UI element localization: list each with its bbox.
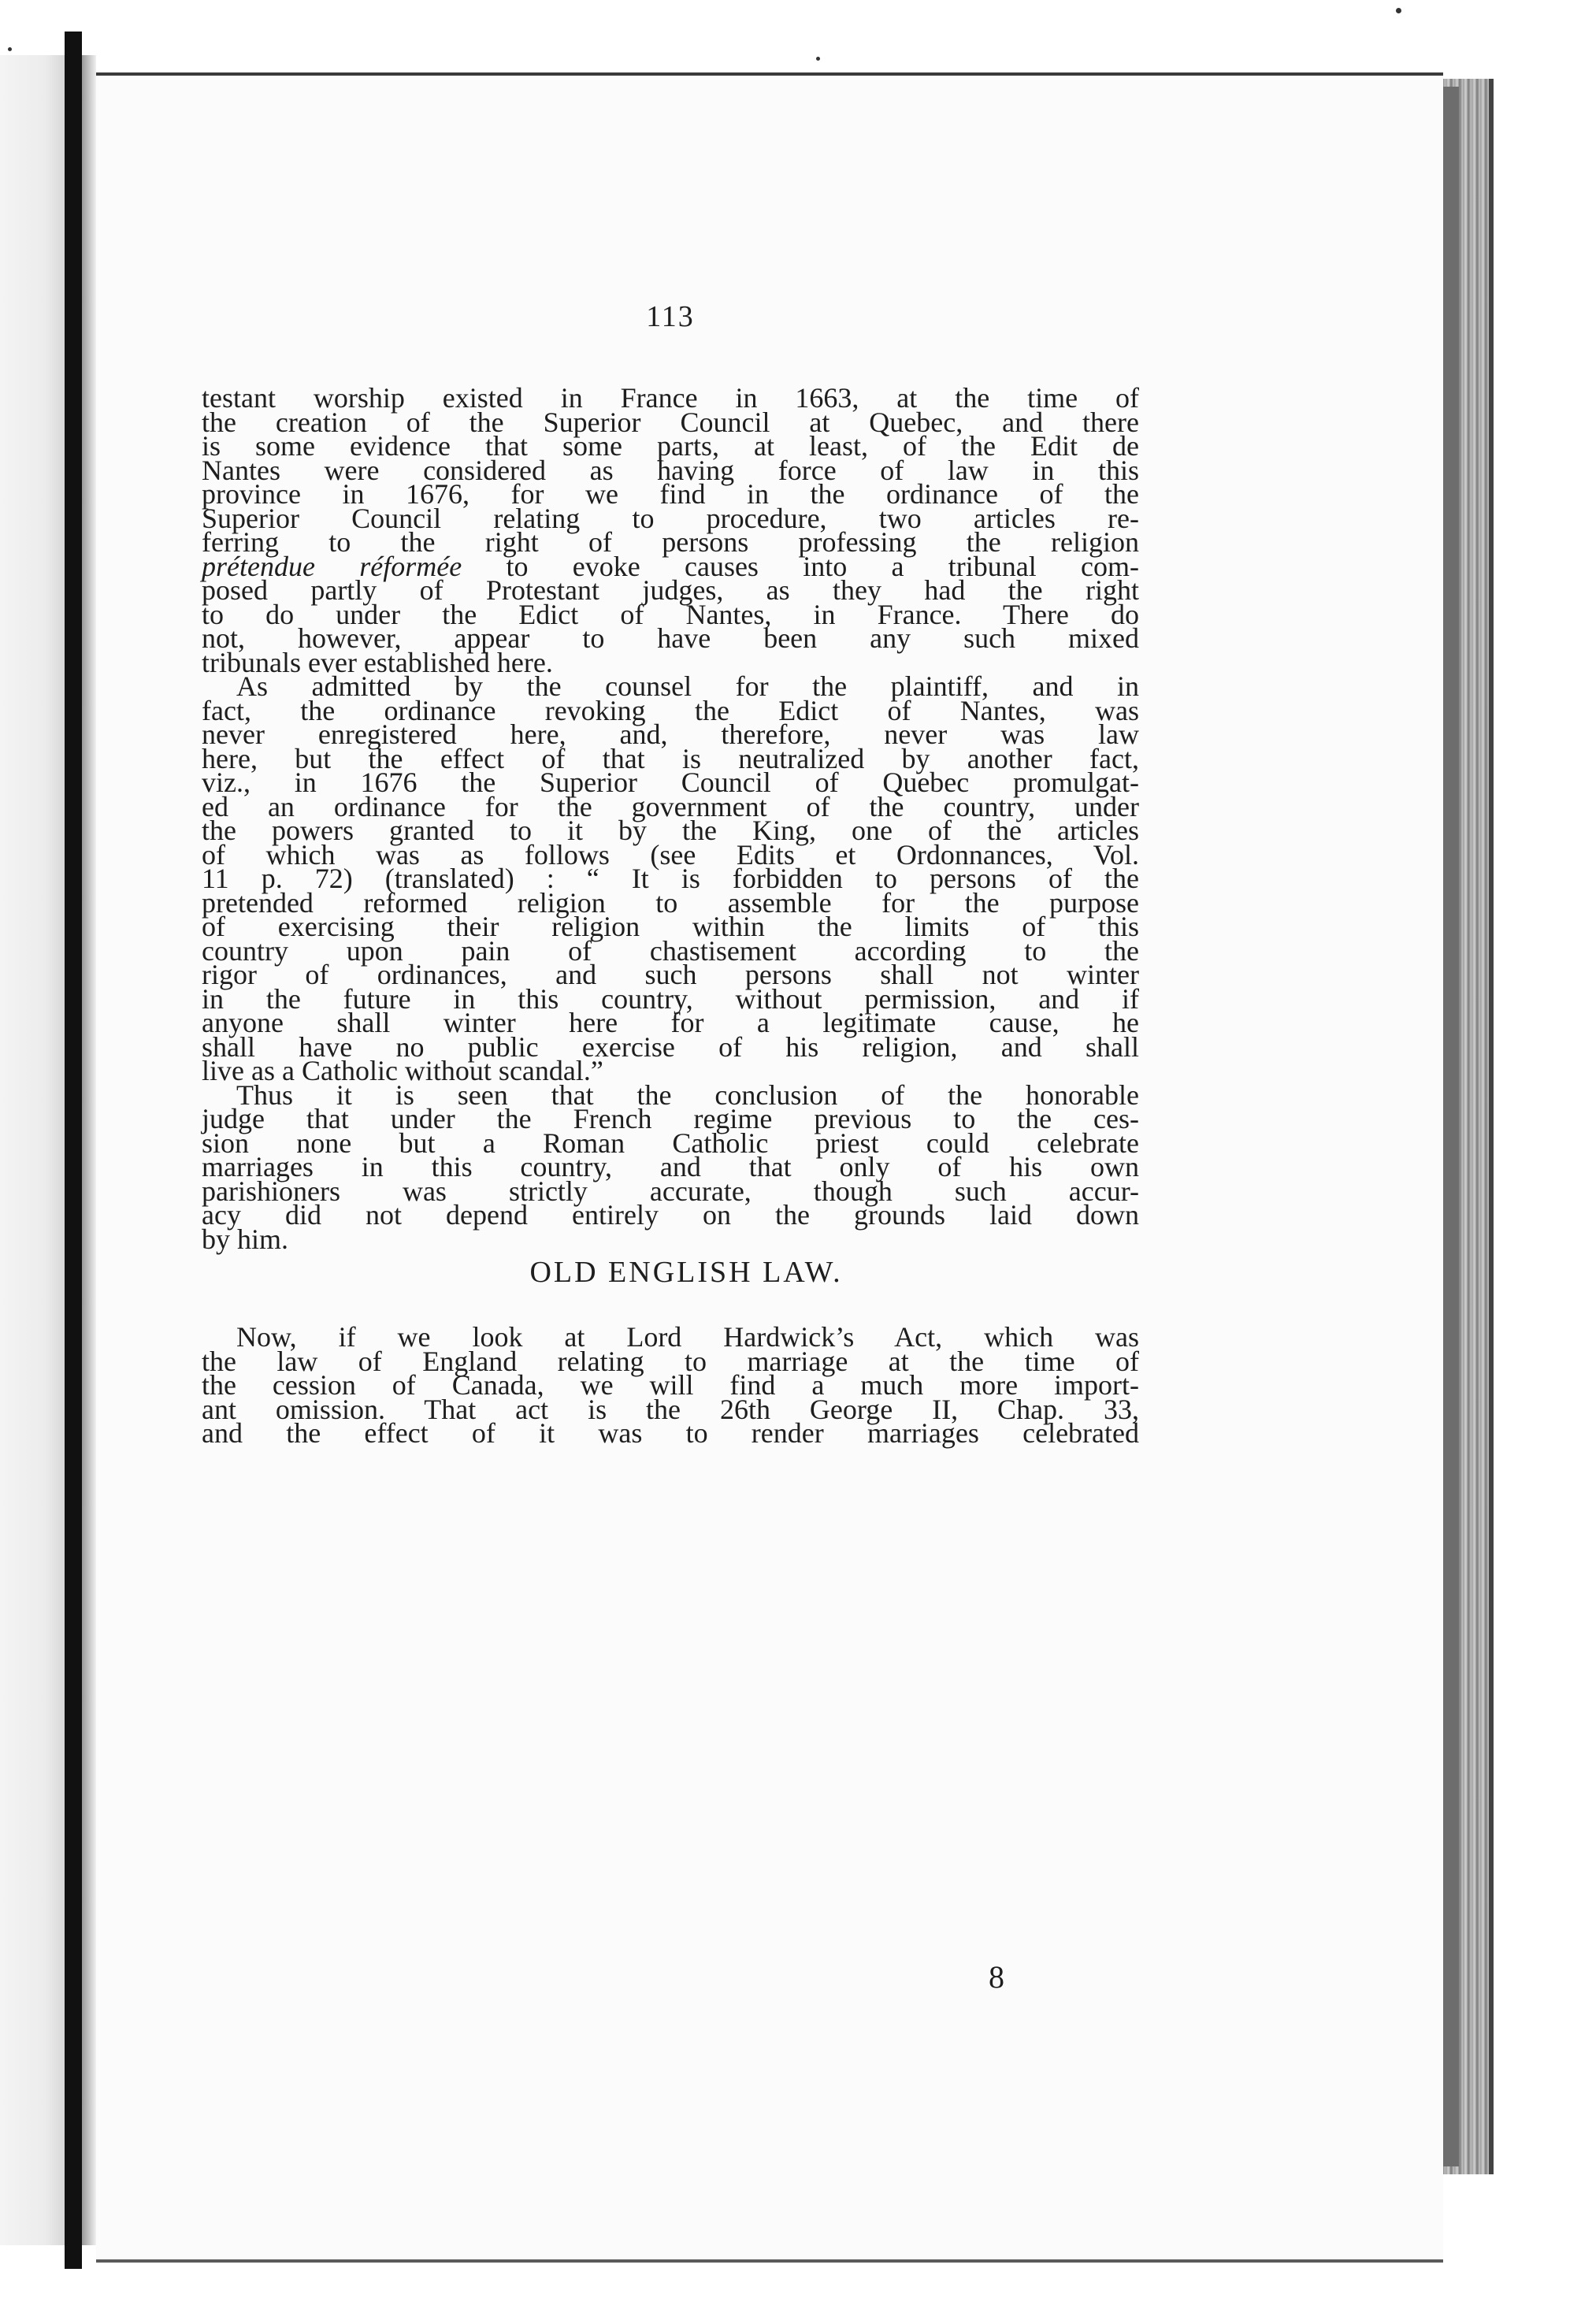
previous-page-edge bbox=[0, 55, 65, 2245]
text-line: Thus it is seen that the conclusion of the honorable bbox=[236, 1078, 1139, 1111]
text-line: the powers granted to it by the King, one of the articles bbox=[202, 815, 1139, 846]
paragraph-2 bbox=[202, 670, 1139, 1086]
text-line: ant omission. That act is the 26th George II, Chap. 33, bbox=[202, 1393, 1139, 1425]
book-spine bbox=[65, 32, 82, 2269]
text-line: province in 1676, for we find in the ordinance of the bbox=[202, 478, 1139, 510]
text-line: Now, if we look at Lord Hardwick’s Act, which was bbox=[236, 1321, 1139, 1353]
text-line: anyone shall winter here for a legitimate cause, he bbox=[202, 1007, 1139, 1038]
page-number: 113 bbox=[646, 300, 695, 333]
text-line: the law of England relating to marriage at the time of bbox=[202, 1345, 1139, 1377]
page-edge-shadow bbox=[1443, 87, 1459, 2166]
text-line: and the effect of it was to render marriages celebrated bbox=[202, 1417, 1139, 1449]
text-line: testant worship existed in France in 1663, at the time of bbox=[202, 382, 1139, 414]
text-line: of which was as follows (see Edits et Ordonnances, Vol. bbox=[202, 838, 1139, 871]
page-gutter bbox=[82, 55, 96, 2245]
text-line: As admitted by the counsel for the plaintiff, and in bbox=[236, 670, 1139, 702]
text-line: parishioners was strictly accurate, though such accur- bbox=[202, 1175, 1139, 1207]
text-line: in the future in this country, without permission, and if bbox=[202, 982, 1139, 1015]
text-line: not, however, appear to have been any such mixed bbox=[202, 622, 1139, 654]
text-line: country upon pain of chastisement according to the bbox=[202, 934, 1139, 967]
dust-speck bbox=[8, 47, 12, 51]
text-line: pretended reformed religion to assemble for the purpose bbox=[202, 886, 1139, 919]
paragraph-1 bbox=[202, 382, 1139, 678]
text-line: of exercising their religion within the limits of this bbox=[202, 911, 1139, 942]
text-line: ed an ordinance for the government of the country, under bbox=[202, 790, 1139, 822]
paragraph-4 bbox=[202, 1321, 1139, 1449]
dust-speck bbox=[1396, 8, 1401, 13]
text-line: the creation of the Superior Council at Quebec, and there bbox=[202, 406, 1139, 438]
text-line: live as a Catholic without scandal.” bbox=[202, 1055, 603, 1086]
dust-speck bbox=[816, 57, 820, 61]
text-line: ferring to the right of persons professing the religion bbox=[202, 526, 1139, 558]
text-line: Nantes were considered as having force of law in this bbox=[202, 454, 1139, 486]
italic-phrase: prétendue réformée bbox=[202, 550, 462, 582]
text-line: sion none but a Roman Catholic priest could celebrate bbox=[202, 1127, 1139, 1159]
text-line: tribunals ever established here. bbox=[202, 646, 553, 678]
text-line: here, but the effect of that is neutralized by another fact, bbox=[202, 742, 1139, 774]
text-line: rigor of ordinances, and such persons shall not winter bbox=[202, 959, 1139, 990]
text-line: marriages in this country, and that only of his own bbox=[202, 1151, 1139, 1182]
text-line: viz., in 1676 the Superior Council of Quebec promulgat- bbox=[202, 767, 1139, 798]
text-line: to do under the Edict of Nantes, in France. There do bbox=[202, 598, 1139, 630]
text-line: prétendue réformée to evoke causes into a tribunal com- bbox=[202, 550, 1139, 582]
text-line: shall have no public exercise of his religion, and shall bbox=[202, 1030, 1139, 1063]
text-line: never enregistered here, and, therefore, never was law bbox=[202, 718, 1139, 750]
text-line: Superior Council relating to procedure, two articles re- bbox=[202, 502, 1139, 534]
paragraph-3 bbox=[202, 1078, 1139, 1255]
text-line: the cession of Canada, we will find a much more import- bbox=[202, 1369, 1139, 1401]
text-line: by him. bbox=[202, 1223, 289, 1255]
text-line: is some evidence that some parts, at least, of the Edit de bbox=[202, 430, 1139, 462]
text-line: posed partly of Protestant judges, as they had the right bbox=[202, 574, 1139, 606]
section-heading: OLD ENGLISH LAW. bbox=[529, 1256, 843, 1289]
text-line: judge that under the French regime previous to the ces- bbox=[202, 1103, 1139, 1134]
text-line: fact, the ordinance revoking the Edict of Nantes, was bbox=[202, 694, 1139, 726]
signature-mark: 8 bbox=[989, 1959, 1004, 1995]
body-text bbox=[202, 382, 1139, 1449]
text-line: 11 p. 72) (translated) : “ It is forbidden to persons of the bbox=[202, 863, 1139, 894]
text-line: acy did not depend entirely on the grounds laid down bbox=[202, 1199, 1139, 1231]
